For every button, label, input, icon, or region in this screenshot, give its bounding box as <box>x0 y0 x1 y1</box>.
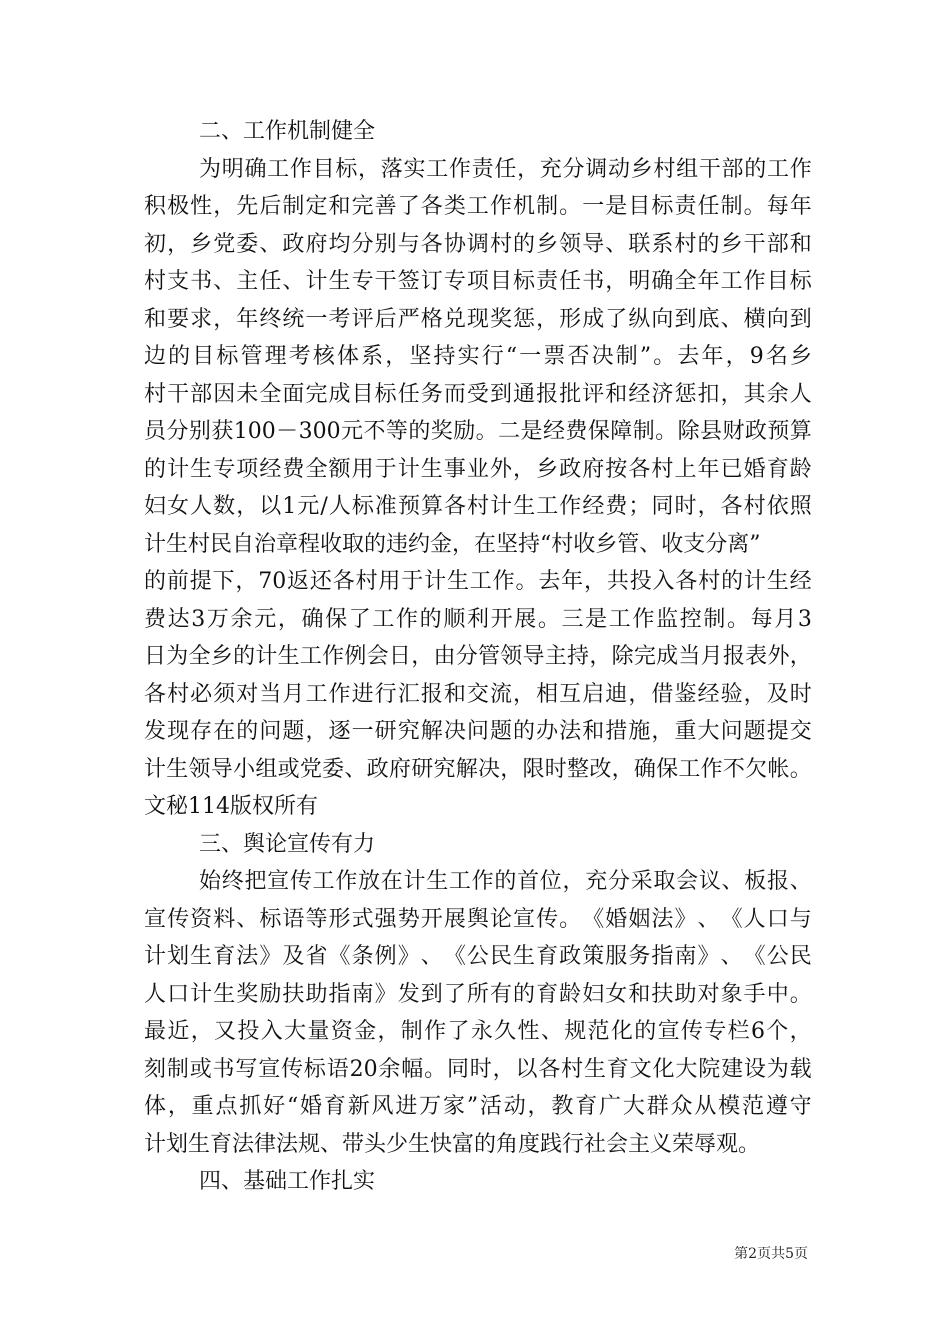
paragraph-line: 人 口 计 生 奖 励 扶 助 指 南 》 发 到 了 所 有 的 育 龄 妇 女 和 扶 助 对 象 手 中 。 <box>144 981 812 1007</box>
paragraph-line: 发 现 存 在 的 问 题 ， 逐 一 研 究 解 决 问 题 的 办 法 和 措 施 ， 重 大 问 题 提 交 <box>144 719 812 744</box>
paragraph-line: 妇 女 人 数 ， 以 1 元 / 人 标 准 预 算 各 村 计 生 工 作 经 费 ； 同 时 ， 各 村 依 照 <box>144 494 812 519</box>
paragraph-line: 始 终 把 宣 传 工 作 放 在 计 生 工 作 的 首 位 ， 充 分 采 取 会 议 、 板 报 、 <box>199 869 812 894</box>
paragraph-line: 员 分 别 获 100 － 300 元 不 等 的 奖 励 。 二 是 经 费 保 障 制 。 除 县 财 政 预 算 <box>144 419 812 444</box>
paragraph-line: 费 达 3 万 余 元 ， 确 保 了 工 作 的 顺 利 开 展 。 三 是 工 作 监 控 制 。 每 月 3 <box>144 606 812 632</box>
paragraph-line: 计 生 领 导 小 组 或 党 委 、 政 府 研 究 解 决 ， 限 时 整 改 ， 确 保 工 作 不 欠 帐 。 <box>144 756 812 782</box>
paragraph-line: 的 前 提 下 ， 70 返 还 各 村 用 于 计 生 工 作 。 去 年 ， 共 投 入 各 村 的 计 生 经 <box>144 569 812 594</box>
paragraph-line: 最 近 ， 又 投 入 大 量 资 金 ， 制 作 了 永 久 性 、 规 范 化 的 宣 传 专 栏 6 个 ， <box>144 1019 812 1044</box>
paragraph-line: 的 计 生 专 项 经 费 全 额 用 于 计 生 事 业 外 ， 乡 政 府 按 各 村 上 年 已 婚 育 龄 <box>144 456 812 482</box>
paragraph-line: 日 为 全 乡 的 计 生 工 作 例 会 日 ， 由 分 管 领 导 主 持 ， 除 完 成 当 月 报 表 外 ， <box>144 644 812 669</box>
paragraph-line: 计划生育法律法规、带头少生快富的角度践行社会主义荣辱观。 <box>144 1131 761 1157</box>
paragraph-line: 边 的 目 标 管 理 考 核 体 系 ， 坚 持 实 行 “ 一 票 否 决 制 ” 。 去 年 ， 9 名 乡 <box>144 344 812 369</box>
section-heading-3: 三、舆论宣传有力 <box>199 831 376 857</box>
paragraph-line: 村 干 部 因 未 全 面 完 成 目 标 任 务 而 受 到 通 报 批 评 和 经 济 惩 扣 ， 其 余 人 <box>144 381 812 407</box>
paragraph-line: 和 要 求 ， 年 终 统 一 考 评 后 严 格 兑 现 奖 惩 ， 形 成 了 纵 向 到 底 、 横 向 到 <box>144 306 812 332</box>
paragraph-line: 各 村 必 须 对 当 月 工 作 进 行 汇 报 和 交 流 ， 相 互 启 迪 ， 借 鉴 经 验 ， 及 时 <box>144 681 812 707</box>
paragraph-line: 为 明 确 工 作 目 标 ， 落 实 工 作 责 任 ， 充 分 调 动 乡 村 组 干 部 的 工 作 <box>199 156 812 182</box>
paragraph-line: 宣 传 资 料 、 标 语 等 形 式 强 势 开 展 舆 论 宣 传 。 《 婚 姻 法 》 、 《 人 口 与 <box>144 906 812 932</box>
section-heading-4: 四、基础工作扎实 <box>199 1169 376 1194</box>
page-number-footer: 第2页共5页 <box>734 1246 808 1262</box>
paragraph-line: 文秘114版权所有 <box>144 794 318 819</box>
paragraph-line: 刻 制 或 书 写 宣 传 标 语 20 余 幅 。 同 时 ， 以 各 村 生 育 文 化 大 院 建 设 为 载 <box>144 1056 812 1082</box>
paragraph-line: 计 划 生 育 法 》 及 省 《 条 例 》 、 《 公 民 生 育 政 策 服 务 指 南 》 、 《 公 民 <box>144 944 812 969</box>
paragraph-line: 村 支 书 、 主 任 、 计 生 专 干 签 订 专 项 目 标 责 任 书 ， 明 确 全 年 工 作 目 标 <box>144 269 812 294</box>
paragraph-line: 积 极 性 ， 先 后 制 定 和 完 善 了 各 类 工 作 机 制 。 一 是 目 标 责 任 制 。 每 年 <box>144 194 812 219</box>
document-body <box>144 113 812 1201</box>
paragraph-line: 体 ， 重 点 抓 好 “ 婚 育 新 风 进 万 家 ” 活 动 ， 教 育 广 大 群 众 从 模 范 遵 守 <box>144 1094 812 1119</box>
paragraph-line: 初 ， 乡 党 委 、 政 府 均 分 别 与 各 协 调 村 的 乡 领 导 、 联 系 村 的 乡 干 部 和 <box>144 231 812 257</box>
section-heading-2: 二、工作机制健全 <box>199 119 376 144</box>
paragraph-line: 计生村民自治章程收取的违约金，在坚持“村收乡管、收支分离” <box>144 531 761 557</box>
